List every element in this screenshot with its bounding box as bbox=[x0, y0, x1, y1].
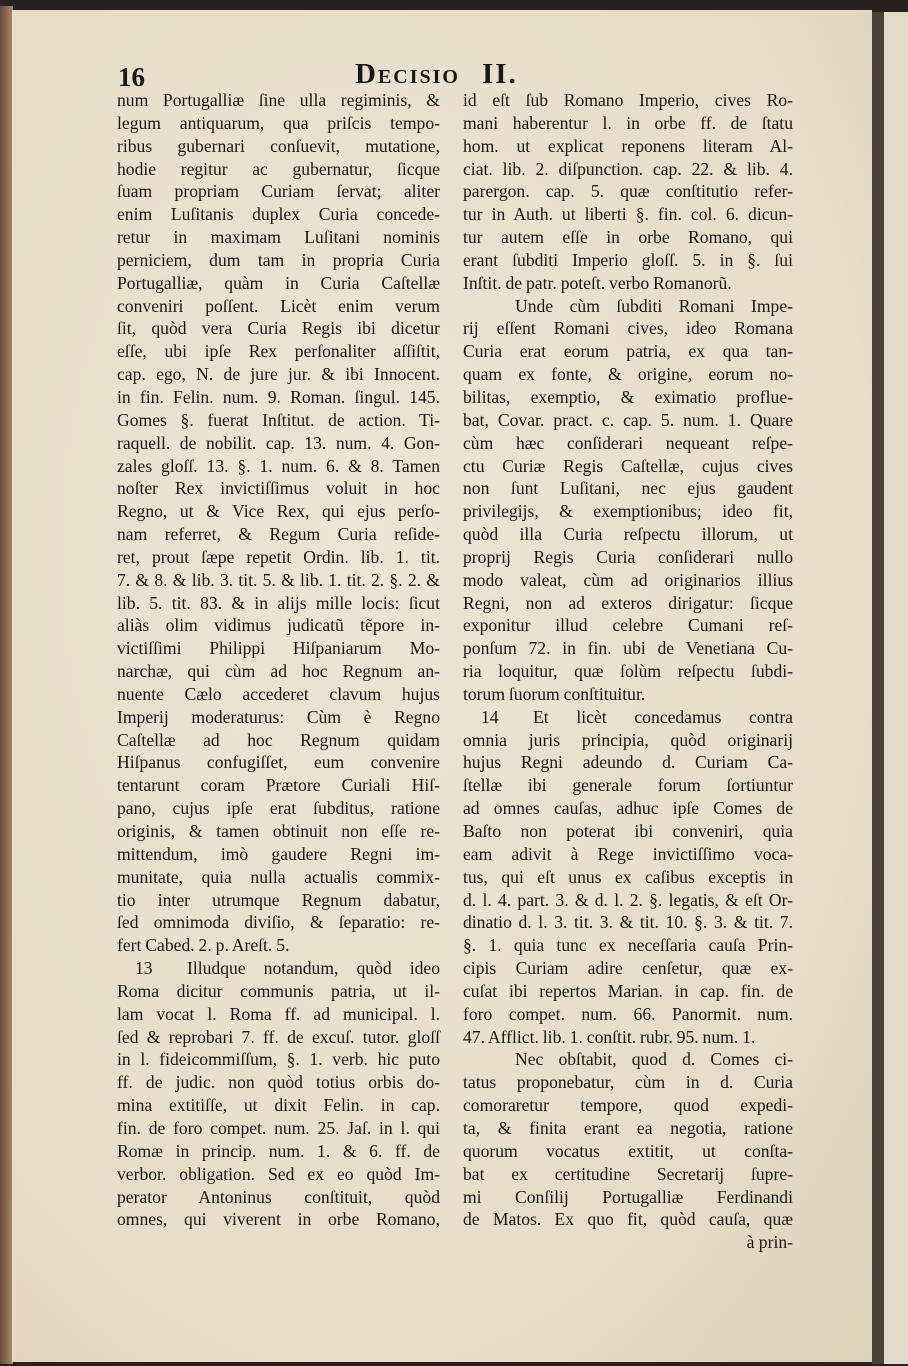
line-text: foro compet. num. 66. Panormit. num. bbox=[463, 1003, 793, 1024]
text-line bbox=[117, 1186, 440, 1209]
line-text: cùm hæc conſiderari nequeant reſpe- bbox=[463, 432, 793, 453]
text-line bbox=[463, 706, 793, 729]
text-line bbox=[463, 1026, 793, 1049]
line-text: lam vocat l. Roma ff. ad municipal. l. bbox=[117, 1003, 440, 1024]
line-text: victiſſimi Philippi Hiſpaniarum Mo- bbox=[117, 638, 440, 659]
line-text: torum ſuorum conſtituitur. bbox=[463, 683, 646, 704]
text-line bbox=[463, 1071, 793, 1094]
line-text: in fin. Felin. num. 9. Roman. ſingul. 145. bbox=[117, 386, 440, 407]
text-line bbox=[463, 1003, 793, 1026]
line-text: dinatio d. l. 3. tit. 3. & tit. 10. §. 3. & tit. 7. bbox=[463, 912, 793, 933]
text-line bbox=[117, 569, 440, 592]
text-line bbox=[463, 1140, 793, 1163]
text-line bbox=[463, 203, 793, 226]
line-text: privilegijs, & exemptionibus; ideo fit, bbox=[463, 501, 793, 522]
line-text: Baſto non poterat ibi conveniri, quia bbox=[463, 821, 793, 841]
right-column bbox=[463, 89, 793, 1254]
text-line bbox=[117, 1071, 440, 1094]
text-line bbox=[117, 409, 440, 432]
section-number: 14 bbox=[481, 706, 499, 727]
text-line bbox=[463, 546, 793, 569]
text-line bbox=[117, 820, 440, 843]
line-text: non ſunt Luſitani, nec ejus gaudent bbox=[463, 478, 793, 499]
text-line bbox=[117, 774, 440, 797]
line-text: noſter Rex invictiſſimus voluit in hoc bbox=[117, 478, 440, 499]
text-line bbox=[463, 751, 793, 774]
text-line bbox=[463, 614, 793, 637]
text-line bbox=[463, 158, 793, 181]
line-text: mina extitiſſe, ut dixit Felin. in cap. bbox=[117, 1095, 440, 1116]
line-text: num Portugalliæ ſine ulla regiminis, & bbox=[117, 90, 440, 110]
text-line bbox=[117, 797, 440, 820]
line-text: d. l. 4. part. 3. & d. l. 2. §. legatis, & eſt Or- bbox=[463, 889, 793, 910]
line-text: hujus Regni adeundo d. Curiam Ca- bbox=[463, 752, 793, 773]
text-line bbox=[463, 477, 793, 500]
text-line bbox=[463, 1094, 793, 1117]
line-text: ad omnes cauſas, adhuc ipſe Comes de bbox=[463, 798, 793, 819]
text-line bbox=[117, 455, 440, 478]
text-line bbox=[117, 340, 440, 363]
text-line bbox=[117, 660, 440, 683]
line-text: Regni, non ad exteros dirigatur: ſicque bbox=[463, 592, 793, 613]
text-line bbox=[117, 500, 440, 523]
line-text: cipis Curiam adire cenſetur, quæ ex- bbox=[463, 958, 793, 979]
text-line bbox=[117, 706, 440, 729]
text-line bbox=[117, 317, 440, 340]
text-line bbox=[463, 295, 793, 318]
line-text: ff. de judic. non quòd totius orbis do- bbox=[117, 1072, 440, 1093]
text-line bbox=[117, 866, 440, 889]
line-text: ponſum 72. in fin. ubi de Venetiana Cu- bbox=[463, 638, 793, 659]
text-line bbox=[463, 249, 793, 272]
text-line bbox=[463, 774, 793, 797]
line-text: perator Antoninus conſtituit, quòd bbox=[117, 1186, 440, 1207]
text-line bbox=[117, 432, 440, 455]
line-text: omnia juris principia, quòd originarij bbox=[463, 729, 793, 750]
line-text: erant ſubditi Imperio gloſſ. 5. in §. ſui bbox=[463, 249, 793, 270]
text-line bbox=[463, 317, 793, 340]
line-text: 47. Afflict. lib. 1. conſtit. rubr. 95. num. 1. bbox=[463, 1026, 756, 1047]
text-line bbox=[463, 866, 793, 889]
line-text: zales gloſſ. 13. §. 1. num. 6. & 8. Tamen bbox=[117, 455, 440, 476]
line-text: narchæ, qui cùm ad hoc Regnum an- bbox=[117, 661, 440, 682]
line-text: mi Conſilij Portugalliæ Ferdinandi bbox=[463, 1186, 793, 1207]
line-text: de Matos. Ex quo fit, quòd cauſa, quæ bbox=[463, 1209, 793, 1230]
line-text: Portugalliæ, quàm in Curia Caſtellæ bbox=[117, 272, 440, 293]
text-line bbox=[117, 980, 440, 1003]
line-text: omnes, qui viverent in orbe Romano, bbox=[117, 1209, 440, 1230]
next-page-edge bbox=[884, 12, 908, 1364]
line-text: pano, cujus ipſe erat ſubditus, ratione bbox=[117, 798, 440, 819]
text-line bbox=[463, 180, 793, 203]
text-line bbox=[117, 272, 440, 295]
line-text: tur in Auth. ut liberti §. fin. col. 6. dicun- bbox=[463, 204, 793, 225]
text-line bbox=[117, 477, 440, 500]
line-text: rij eſſent Romani cives, ideo Romana bbox=[463, 318, 793, 339]
text-line bbox=[117, 363, 440, 386]
line-text: 7. & 8. & lib. 3. tit. 5. & lib. 1. tit. 2. §. 2. & bbox=[117, 569, 440, 590]
line-text: retur in maximam Luſitani nominis bbox=[117, 227, 440, 248]
text-line bbox=[117, 386, 440, 409]
text-line bbox=[463, 889, 793, 912]
line-text: in l. fideicommiſſum, §. 1. verb. hic puto bbox=[117, 1049, 440, 1070]
line-text: fert Cabed. 2. p. Areſt. 5. bbox=[117, 935, 290, 956]
line-text: conveniri poſſent. Licèt enim verum bbox=[117, 295, 440, 316]
line-text: ctu Curiæ Regis Caſtellæ, cujus cives bbox=[463, 455, 793, 476]
text-line bbox=[463, 500, 793, 523]
text-line bbox=[117, 957, 440, 980]
line-text: Caſtellæ ad hoc Regnum quidam bbox=[117, 729, 440, 750]
line-text: bat ex certitudine Secretarij ſupre- bbox=[463, 1163, 793, 1184]
text-line bbox=[117, 249, 440, 272]
line-text: Illudque notandum, quòd ideo bbox=[187, 958, 440, 979]
text-line bbox=[117, 180, 440, 203]
line-text: originis, & tamen obtinuit non eſſe re- bbox=[117, 821, 440, 841]
page-number: 16 bbox=[118, 62, 145, 92]
line-text: fin. de foro compet. num. 25. Jaſ. in l. qui bbox=[117, 1117, 440, 1138]
text-line bbox=[463, 934, 793, 957]
text-line bbox=[463, 660, 793, 683]
text-line bbox=[117, 226, 440, 249]
text-line bbox=[463, 409, 793, 432]
text-line bbox=[463, 980, 793, 1003]
text-line bbox=[463, 729, 793, 752]
text-line bbox=[463, 1186, 793, 1209]
text-line bbox=[463, 683, 793, 706]
line-text: eam adivit à Rege invictiſſimo voca- bbox=[463, 843, 793, 864]
text-line bbox=[463, 432, 793, 455]
line-text: quam ex fonte, & origine, eorum no- bbox=[463, 364, 793, 385]
text-line bbox=[117, 135, 440, 158]
line-text: ſed omnimoda diviſio, & ſeparatio: re- bbox=[117, 912, 440, 933]
text-line bbox=[463, 386, 793, 409]
text-line bbox=[463, 637, 793, 660]
line-text: quòd illa Curia reſpectu illorum, ut bbox=[463, 524, 793, 545]
text-line bbox=[117, 1094, 440, 1117]
catchword: à prin- bbox=[746, 1232, 793, 1253]
line-text: hom. ut explicat reponens literam Al- bbox=[463, 135, 793, 156]
line-text: ſuam propriam Curiam ſervat; aliter bbox=[117, 181, 440, 202]
line-text: hodie regitur ac gubernatur, ſicque bbox=[117, 158, 440, 179]
line-text: Romæ in princip. num. 1. & 6. ff. de bbox=[117, 1140, 440, 1161]
text-line bbox=[463, 340, 793, 363]
line-text: tatus proponebatur, cùm in d. Curia bbox=[463, 1072, 793, 1093]
left-column bbox=[117, 89, 440, 1231]
line-text: parergon. cap. 5. quæ conſtitutio refer- bbox=[463, 181, 793, 202]
text-line bbox=[117, 1003, 440, 1026]
text-line bbox=[117, 934, 440, 957]
line-text: modo valeat, cùm ad originarios illius bbox=[463, 569, 793, 590]
text-line bbox=[463, 363, 793, 386]
line-text: munitate, quia nulla actualis commix- bbox=[117, 866, 440, 887]
page-gutter bbox=[872, 12, 884, 1364]
line-text: aliàs olim vidimus judicatũ tẽpore in- bbox=[117, 615, 440, 636]
text-line bbox=[463, 957, 793, 980]
text-line bbox=[117, 158, 440, 181]
text-line bbox=[463, 592, 793, 615]
text-line bbox=[463, 1163, 793, 1186]
line-text: nam referret, & Regum Curia reſide- bbox=[117, 524, 440, 545]
text-line bbox=[117, 843, 440, 866]
line-text: ria loquitur, quæ ſolùm reſpectu ſubdi- bbox=[463, 661, 793, 682]
line-text: proprij Regis Curia conſiderari nullo bbox=[463, 546, 793, 567]
text-line bbox=[463, 911, 793, 934]
text-line bbox=[463, 135, 793, 158]
line-text: Hiſpanus confugiſſet, eum convenire bbox=[117, 752, 440, 773]
line-text: exponitur illud celebre Cumani reſ- bbox=[463, 615, 793, 636]
line-text: cuſat ibi repertos Marian. in cap. fin. de bbox=[463, 980, 793, 1001]
text-line bbox=[463, 1208, 793, 1231]
text-line bbox=[117, 751, 440, 774]
line-text: ret, prout ſæpe repetit Ordin. lib. 1. tit. bbox=[117, 546, 440, 567]
line-text: Roma dicitur communis patria, ut il- bbox=[117, 980, 440, 1001]
text-line bbox=[117, 89, 440, 112]
text-line bbox=[463, 1048, 793, 1071]
line-text: eſſe, ubi ipſe Rex perſonaliter aſſiſtit, bbox=[117, 341, 440, 362]
line-text: Nec obſtabit, quod d. Comes ci- bbox=[515, 1049, 793, 1070]
line-text: Inſtit. de patr. poteſt. verbo Romanorũ. bbox=[463, 272, 732, 293]
line-text: bat, Covar. pract. c. cap. 5. num. 1. Quare bbox=[463, 409, 793, 430]
line-text: Gomes §. fuerat Inſtitut. de action. Ti- bbox=[117, 409, 440, 430]
text-line bbox=[117, 729, 440, 752]
line-text: ſtellæ ibi generale forum ſortiuntur bbox=[463, 775, 793, 796]
line-text: id eſt ſub Romano Imperio, cives Ro- bbox=[463, 90, 793, 110]
text-line bbox=[463, 569, 793, 592]
line-text: bilitas, exemptio, & eximatio proflue- bbox=[463, 386, 793, 407]
text-line bbox=[463, 272, 793, 295]
text-line bbox=[463, 455, 793, 478]
text-line bbox=[463, 843, 793, 866]
line-text: ciat. lib. 2. diſpunction. cap. 22. & lib. 4. bbox=[463, 158, 793, 179]
text-line bbox=[117, 1117, 440, 1140]
line-text: Unde cùm ſubditi Romani Impe- bbox=[515, 295, 793, 316]
line-text: mani haberentur l. in orbe ff. de ſtatu bbox=[463, 112, 793, 133]
text-line bbox=[463, 523, 793, 546]
line-text: ſit, quòd vera Curia Regis ibi dicetur bbox=[117, 318, 440, 339]
line-text: tentarunt coram Prætore Curiali Hiſ- bbox=[117, 775, 440, 796]
text-line bbox=[117, 614, 440, 637]
text-line bbox=[117, 546, 440, 569]
line-text: cap. ego, N. de jure jur. & ibi Innocent. bbox=[117, 364, 440, 385]
line-text: Regno, ut & Vice Rex, qui ejus perſo- bbox=[117, 501, 440, 522]
line-text: ta, & finita erant ea negotia, ratione bbox=[463, 1117, 793, 1138]
section-number: 13 bbox=[135, 958, 153, 979]
text-line bbox=[463, 226, 793, 249]
text-line bbox=[463, 112, 793, 135]
text-line bbox=[117, 112, 440, 135]
line-text: Et licèt concedamus contra bbox=[533, 706, 793, 727]
text-line bbox=[463, 820, 793, 843]
running-head-title: Decisio bbox=[355, 58, 460, 90]
line-text: tio inter utrumque Regnum dabatur, bbox=[117, 889, 440, 910]
text-line bbox=[463, 797, 793, 820]
text-line bbox=[117, 1026, 440, 1049]
line-text: quorum vocatus extitit, ut conſta- bbox=[463, 1140, 793, 1161]
text-line bbox=[117, 683, 440, 706]
line-text: verbor. obligation. Sed ex eo quòd Im- bbox=[117, 1163, 440, 1184]
text-line bbox=[117, 1208, 440, 1231]
line-text: enim Luſitanis duplex Curia concede- bbox=[117, 204, 440, 225]
line-text: Imperij moderaturus: Cùm è Regno bbox=[117, 706, 440, 727]
text-line bbox=[117, 1048, 440, 1071]
text-line bbox=[117, 911, 440, 934]
line-text: perniciem, dum tam in propria Curia bbox=[117, 249, 440, 270]
running-head-numeral: II. bbox=[481, 58, 518, 90]
text-line bbox=[117, 637, 440, 660]
line-text: tus, qui eſt unus ex caſibus exceptis in bbox=[463, 866, 793, 887]
text-line bbox=[117, 592, 440, 615]
line-text: comoraretur tempore, quod expedi- bbox=[463, 1095, 793, 1116]
text-line bbox=[117, 203, 440, 226]
line-text: mittendum, imò gaudere Regni im- bbox=[117, 843, 440, 864]
line-text: §. 1. quia tunc ex neceſſaria cauſa Prin- bbox=[463, 935, 793, 956]
line-text: ſed & reprobari 7. ff. de excuſ. tutor. gloſſ bbox=[117, 1026, 440, 1047]
text-line bbox=[117, 523, 440, 546]
text-line bbox=[117, 1163, 440, 1186]
line-text: tur autem eſſe in orbe Romano, qui bbox=[463, 227, 793, 248]
line-text: ribus gubernari conſuevit, mutatione, bbox=[117, 135, 440, 156]
line-text: raquell. de nobilit. cap. 13. num. 4. Gon- bbox=[117, 432, 440, 453]
text-line bbox=[463, 1117, 793, 1140]
line-text: Curia erat eorum patria, ex qua tan- bbox=[463, 341, 793, 362]
line-text: legum antiquarum, qua priſcis tempo- bbox=[117, 112, 440, 133]
text-line bbox=[117, 889, 440, 912]
line-text: nuente Cælo accederet clavum hujus bbox=[117, 683, 440, 704]
text-line bbox=[117, 295, 440, 318]
text-line bbox=[117, 1140, 440, 1163]
line-text: lib. 5. tit. 83. & in alijs mille locis: ſicut bbox=[117, 592, 440, 613]
text-line bbox=[463, 89, 793, 112]
running-head bbox=[355, 58, 518, 91]
